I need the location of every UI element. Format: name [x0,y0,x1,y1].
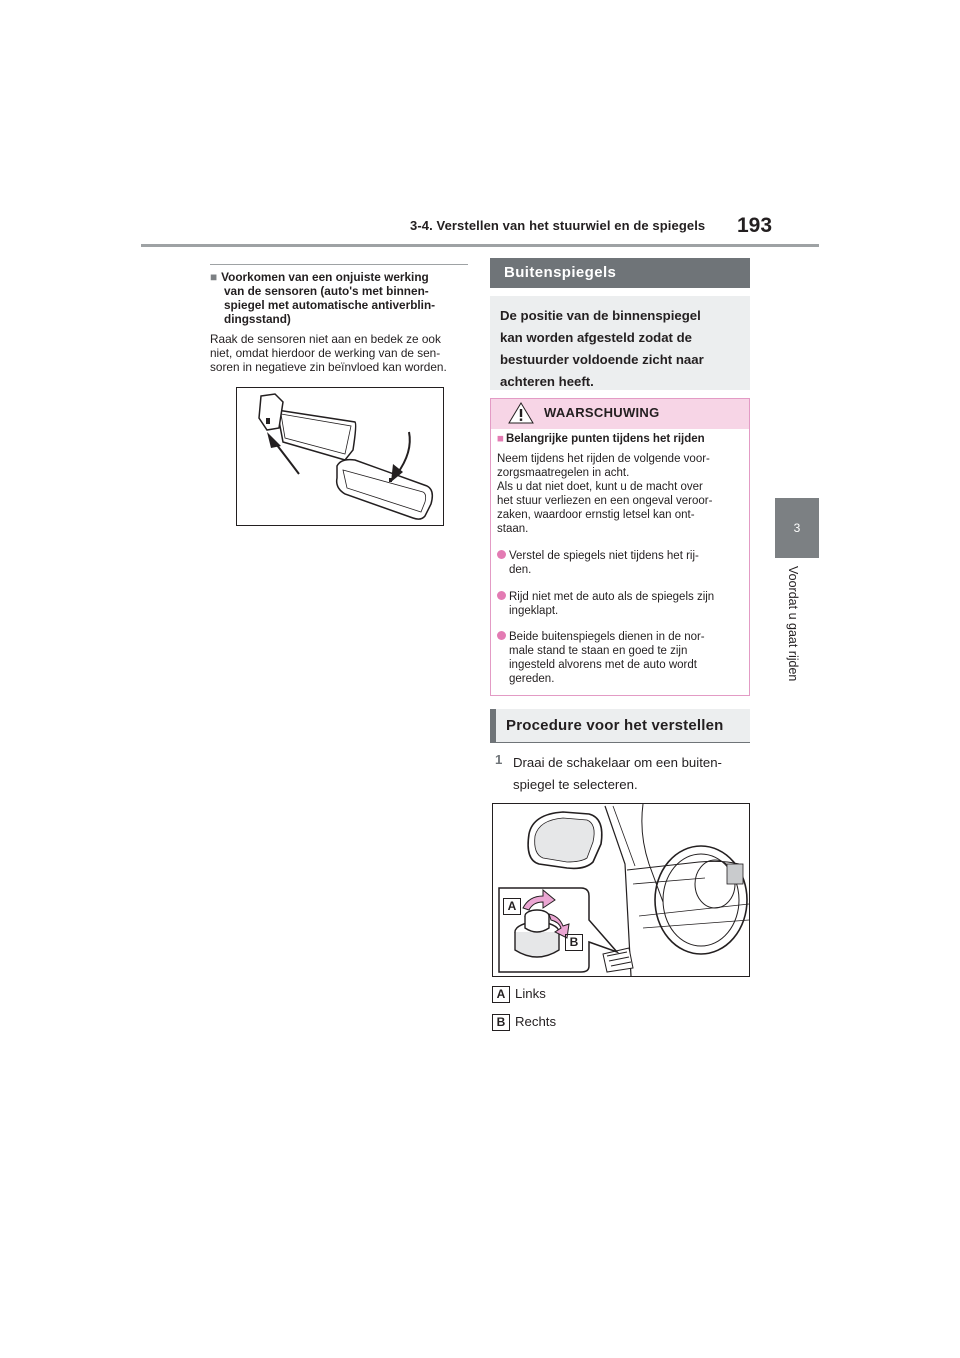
page-number: 193 [737,214,773,237]
square-bullet-icon: ■ [497,433,504,445]
note-divider [210,264,468,265]
chapter-tab: 3 [775,498,819,558]
legend-label-b: Rechts [515,1014,557,1029]
rearview-mirror-illustration [236,387,444,526]
procedure-divider [490,742,750,743]
chapter-title: Voordat u gaat rijden [786,566,800,682]
warning-bullet: Rijd niet met de auto als de spiegels zijn ingeklapt. [497,590,745,618]
warning-triangle-icon [508,402,534,424]
mirror-switch-illustration [492,803,750,977]
step-number: 1 [495,752,503,767]
round-bullet-icon [497,550,506,559]
round-bullet-icon [497,591,506,600]
square-bullet-icon: ■ [210,270,218,284]
label-a: A [503,898,521,915]
warning-bullet: Verstel de spiegels niet tijdens het rij- den. [497,549,745,577]
note-heading: ■ Voorkomen van een onjuiste werking van de sensoren (auto's met binnen- spiegel met automatische antiverblin- dingsstand) [210,270,436,326]
label-b: B [565,934,583,951]
legend-key-a: A [492,986,510,1003]
warning-title: WAARSCHUWING [544,405,660,420]
warning-subheading: ■ Belangrijke punten tijdens het rijden [497,433,705,445]
legend-label-a: Links [515,986,546,1001]
step-text: Draai de schakelaar om een buiten- spiegel te selecteren. [513,755,722,792]
legend-key-b: B [492,1014,510,1031]
section-heading-buitenspiegels: Buitenspiegels [490,258,750,288]
intro-box: De positie van de binnenspiegel kan worden afgesteld zodat de bestuurder voldoende zicht naar achteren heeft. [490,296,750,390]
note-text: Raak de sensoren niet aan en bedek ze ook niet, omdat hierdoor de werking van de sen- soren in negatieve zin beïnvloed kan worden. [210,332,447,374]
warning-bullet: Beide buitenspiegels dienen in de nor- male stand te staan en goed te zijn ingesteld alvorens met de auto wordt gereden. [497,630,745,686]
section-heading-procedure: Procedure voor het verstellen [490,709,750,742]
round-bullet-icon [497,631,506,640]
section-title: 3-4. Verstellen van het stuurwiel en de spiegels [410,218,706,233]
warning-text: Neem tijdens het rijden de volgende voor- zorgsmaatregelen in acht. Als u dat niet doet, kunt u de macht over het stuur verliezen en een ongeval veroor- zaken, waardoor ernstig letsel kan ont- staan. [497,453,713,535]
header-divider [141,244,819,247]
